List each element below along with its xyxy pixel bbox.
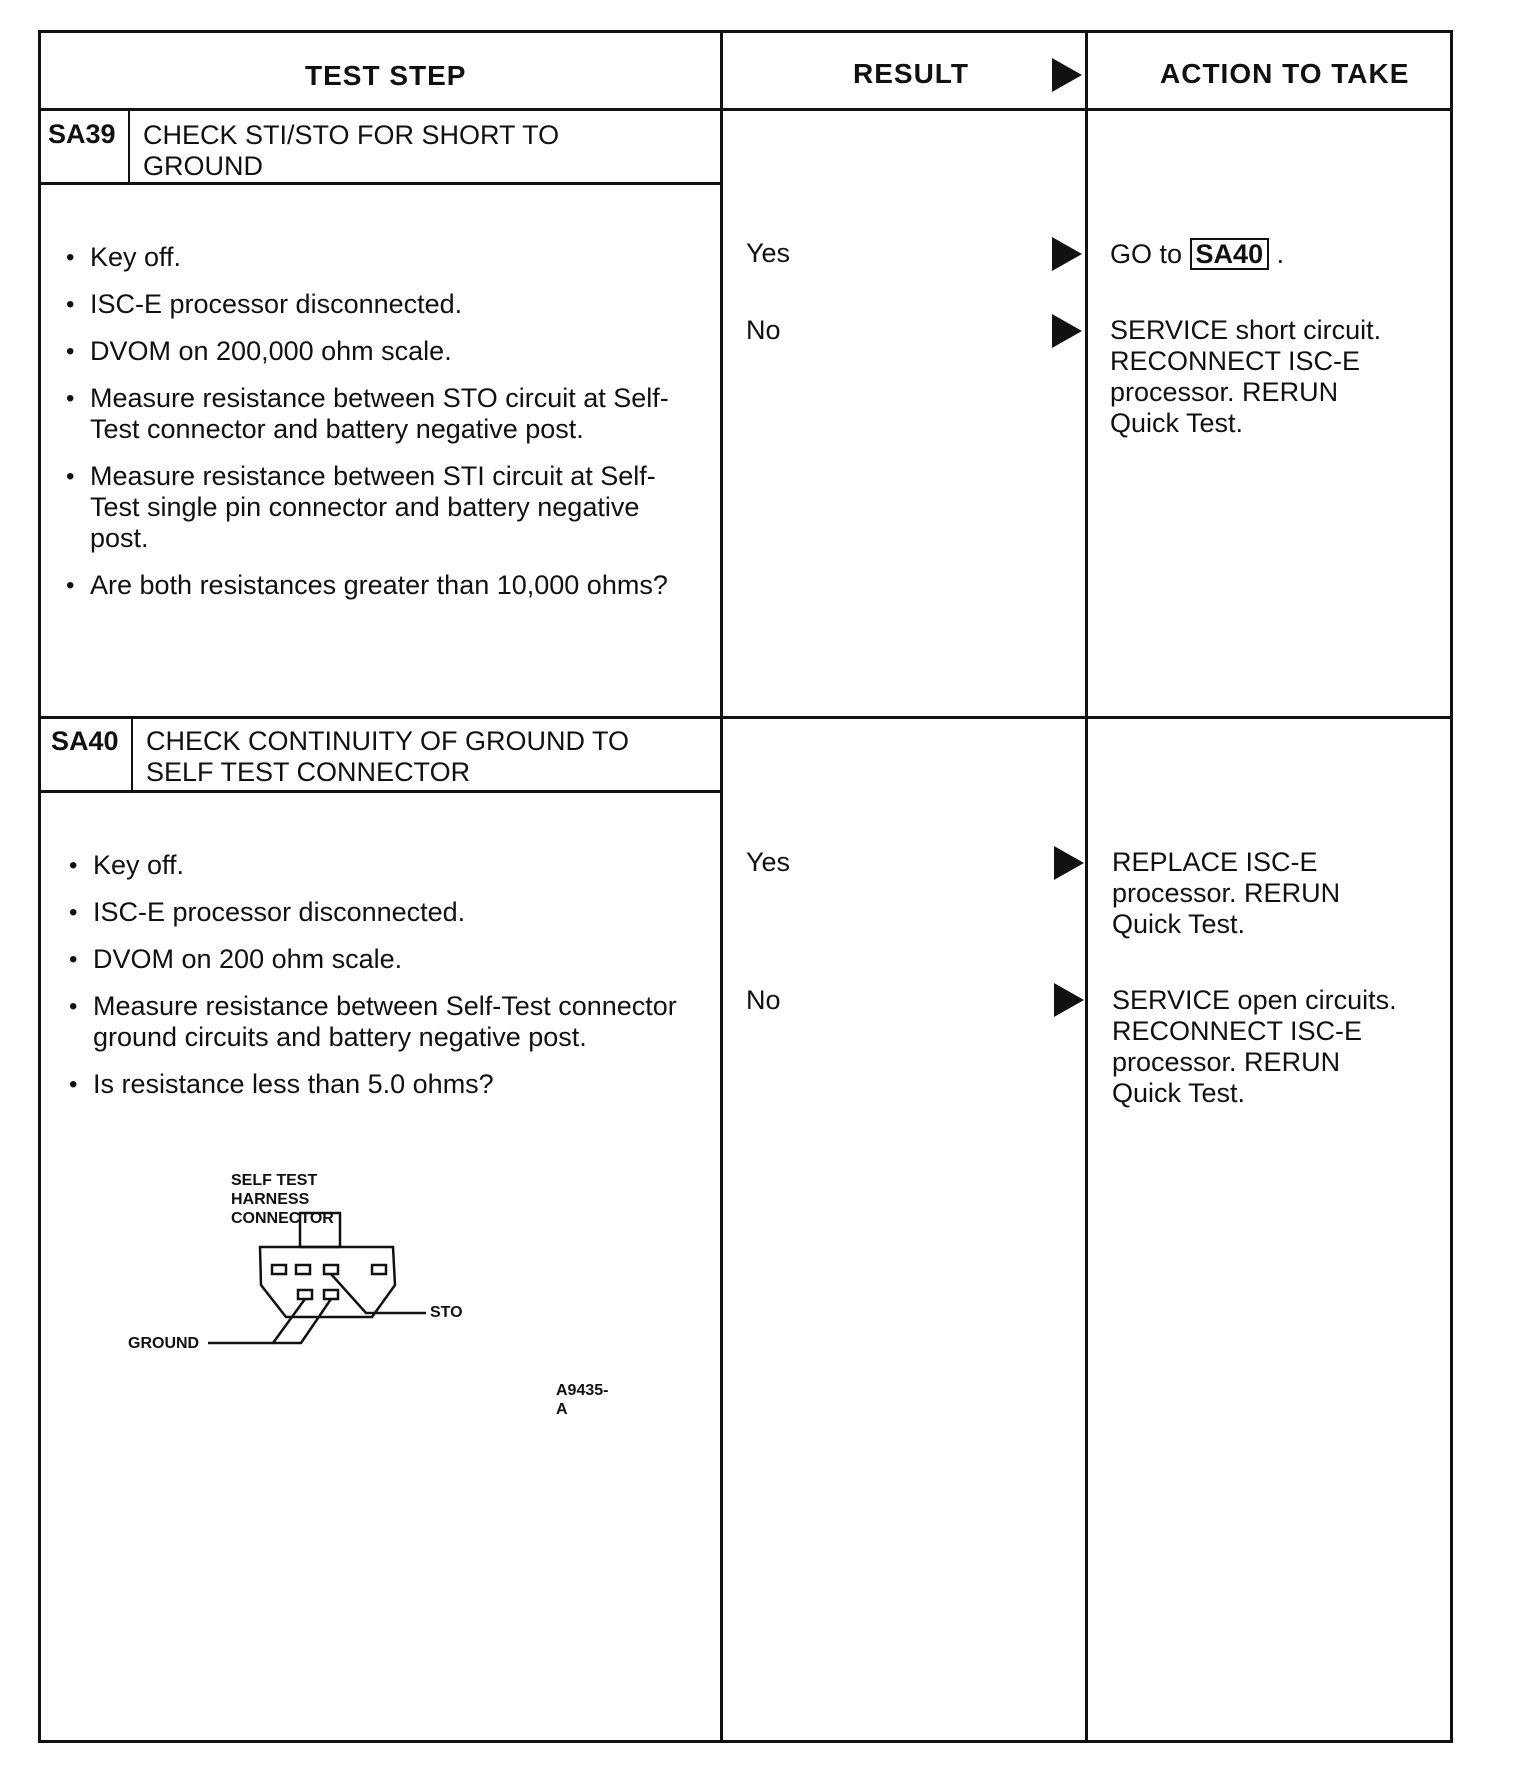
sa40-step-title: CHECK CONTINUITY OF GROUND TO SELF TEST CONNECTOR bbox=[146, 726, 630, 787]
table-border-top bbox=[38, 30, 1452, 33]
sa39-step-title: CHECK STI/STO FOR SHORT TO GROUND bbox=[143, 120, 560, 181]
diagram-title: SELF TEST HARNESS CONNECTOR bbox=[231, 1172, 334, 1227]
sa40-title-underline bbox=[38, 790, 722, 793]
sa39-instruction: • Are both resistances greater than 10,000 ohms? bbox=[66, 570, 686, 601]
sa39-instruction: • Key off. bbox=[66, 242, 686, 273]
step-divider bbox=[38, 716, 1452, 719]
connector-pin-icon bbox=[272, 1265, 286, 1274]
sa39-action-yes-prefix: GO to bbox=[1110, 239, 1183, 269]
ground-leader-line bbox=[208, 1299, 305, 1343]
sa39-instruction: • Measure resistance between STI circuit at Self-Test single pin connector and battery negative post. bbox=[66, 461, 686, 554]
sa40-action-no: SERVICE open circuits. RECONNECT ISC-E processor. RERUN Quick Test. bbox=[1112, 985, 1397, 1108]
sa40-instruction: • ISC-E processor disconnected. bbox=[69, 897, 689, 928]
connector-drawing bbox=[120, 1205, 480, 1355]
connector-tab-icon bbox=[300, 1213, 340, 1247]
figure-id: A9435-A bbox=[556, 1382, 609, 1418]
ground-label: GROUND bbox=[128, 1335, 200, 1352]
sa40-instructions bbox=[69, 850, 689, 1116]
sa39-instructions bbox=[66, 242, 686, 617]
sa40-instruction: • Is resistance less than 5.0 ohms? bbox=[69, 1069, 689, 1100]
sa39-instruction: • DVOM on 200,000 ohm scale. bbox=[66, 336, 686, 367]
sa40-action-yes: REPLACE ISC-E processor. RERUN Quick Test. bbox=[1112, 847, 1341, 939]
ground-leader-line bbox=[273, 1299, 331, 1343]
connector-body-icon bbox=[260, 1247, 395, 1317]
table-border-left bbox=[38, 30, 41, 1742]
sa40-result-yes: Yes bbox=[746, 847, 791, 877]
connector-pin-icon bbox=[372, 1265, 386, 1274]
sa39-no-arrow-icon bbox=[1052, 314, 1082, 348]
sa40-reference-link[interactable]: SA40 bbox=[1190, 238, 1270, 270]
sa40-no-arrow-icon bbox=[1054, 983, 1084, 1017]
column-divider-action bbox=[1085, 30, 1088, 1742]
sa39-title-underline bbox=[38, 182, 722, 185]
sa39-action-yes bbox=[1110, 238, 1284, 270]
sa39-action-no: SERVICE short circuit. RECONNECT ISC-E processor. RERUN Quick Test. bbox=[1110, 315, 1382, 438]
sa39-instruction: • Measure resistance between STO circuit at Self-Test connector and battery negative post. bbox=[66, 383, 686, 445]
sa40-id-divider bbox=[131, 718, 133, 790]
column-header-action: ACTION TO TAKE bbox=[1160, 58, 1410, 89]
header-divider bbox=[38, 108, 1452, 111]
column-header-result: RESULT bbox=[853, 58, 969, 89]
connector-pin-icon bbox=[298, 1290, 312, 1299]
header-arrow-icon bbox=[1052, 58, 1082, 92]
sa40-instruction: • Measure resistance between Self-Test connector ground circuits and battery negative post. bbox=[69, 991, 689, 1053]
column-header-test-step: TEST STEP bbox=[305, 60, 467, 91]
table-border-bottom bbox=[38, 1740, 1453, 1743]
sa40-instruction: • DVOM on 200 ohm scale. bbox=[69, 944, 689, 975]
sa39-instruction: • ISC-E processor disconnected. bbox=[66, 289, 686, 320]
connector-pin-icon bbox=[296, 1265, 310, 1274]
sa40-instruction: • Key off. bbox=[69, 850, 689, 881]
connector-pin-icon bbox=[324, 1290, 338, 1299]
sa39-yes-arrow-icon bbox=[1052, 237, 1082, 271]
sa39-result-no: No bbox=[746, 315, 781, 345]
sa40-step-id: SA40 bbox=[51, 726, 119, 756]
connector-pin-icon bbox=[324, 1265, 338, 1274]
table-border-right bbox=[1450, 30, 1453, 1742]
sa40-yes-arrow-icon bbox=[1054, 846, 1084, 880]
sto-label: STO bbox=[430, 1304, 463, 1321]
sa39-action-yes-suffix: . bbox=[1276, 239, 1285, 269]
sa40-result-no: No bbox=[746, 985, 781, 1015]
sa39-id-divider bbox=[128, 110, 130, 182]
sa39-result-yes: Yes bbox=[746, 238, 791, 268]
sa39-step-id: SA39 bbox=[48, 119, 116, 149]
column-divider-result bbox=[720, 30, 723, 1742]
